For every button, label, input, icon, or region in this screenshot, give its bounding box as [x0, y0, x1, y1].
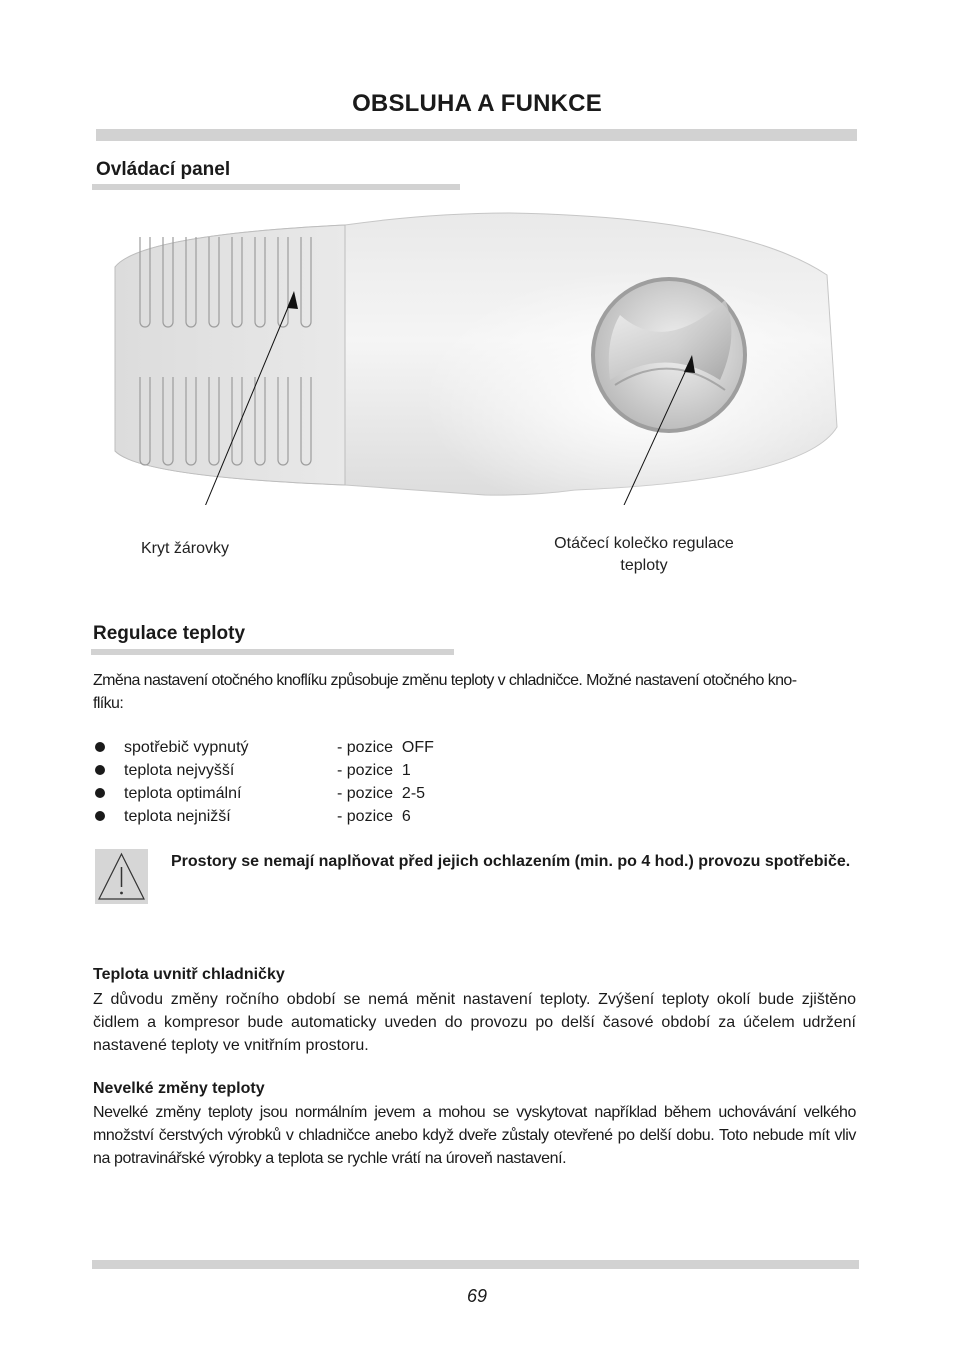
- setting-value: - pozice 6: [337, 808, 411, 825]
- regulation-intro-line1: Změna nastavení otočného knoflíku způsobuje změnu teploty v chladničce. Možné nastavení otočného kno-: [93, 672, 797, 689]
- list-item: [93, 782, 513, 805]
- setting-value: - pozice 1: [337, 762, 411, 779]
- panel-heading-underline: [92, 184, 460, 190]
- regulation-intro-line2: flíku:: [93, 695, 124, 712]
- list-item: [93, 805, 513, 828]
- page-title: OBSLUHA A FUNKCE: [352, 90, 602, 117]
- setting-name: teplota nejvyšší: [124, 762, 235, 779]
- bullet-icon: [95, 811, 105, 821]
- knob-label-line1: Otáčecí kolečko regulace: [554, 535, 734, 552]
- regulation-heading: Regulace teploty: [93, 623, 246, 644]
- settings-list: [93, 736, 513, 828]
- bulb-cover-label: Kryt žárovky: [141, 540, 230, 557]
- inside-temperature-heading: Teplota uvnitř chladničky: [93, 966, 285, 983]
- bullet-icon: [95, 765, 105, 775]
- setting-name: teplota nejnižší: [124, 808, 231, 825]
- page-number: 69: [466, 1286, 488, 1306]
- list-item: [93, 736, 513, 759]
- knob-label-line2: teploty: [620, 557, 668, 574]
- bullet-icon: [95, 788, 105, 798]
- regulation-heading-underline: [91, 649, 454, 655]
- setting-name: teplota optimální: [124, 785, 242, 802]
- setting-value: - pozice 2-5: [337, 785, 426, 802]
- bullet-icon: [95, 742, 105, 752]
- title-underline: [96, 129, 857, 141]
- warning-text: Prostory se nemají naplňovat před jejich ochlazením (min. po 4 hod.) provozu spotřebiče.: [171, 853, 851, 870]
- control-panel-illustration: [100, 205, 850, 505]
- setting-value: - pozice OFF: [337, 739, 434, 756]
- inside-temperature-text: Z důvodu změny ročního období se nemá měnit nastavení teploty. Zvýšení teploty okolí bude zjištěno čidlem a kompresor bude automaticky uveden do provozu po delší časové období za účelem udržení nastavené teploty ve vnitřním prostoru.: [93, 991, 856, 1054]
- setting-name: spotřebič vypnutý: [124, 739, 249, 756]
- small-changes-heading: Nevelké změny teploty: [93, 1080, 265, 1097]
- regulation-intro: [93, 669, 856, 715]
- panel-heading: Ovládací panel: [96, 159, 231, 180]
- footer-bar: [92, 1260, 859, 1269]
- small-changes-text: Nevelké změny teploty jsou normálním jevem a mohou se vyskytovat například během uchovávání velkého množství čerstvých výrobků v chladničce anebo když dveře zůstaly otevřené po delší dobu. Toto nebude mít vliv na potravinářské výrobky a teplota se rychle vrátí na úroveň nastavení.: [93, 1104, 856, 1167]
- list-item: [93, 759, 513, 782]
- warning-icon: [95, 849, 148, 904]
